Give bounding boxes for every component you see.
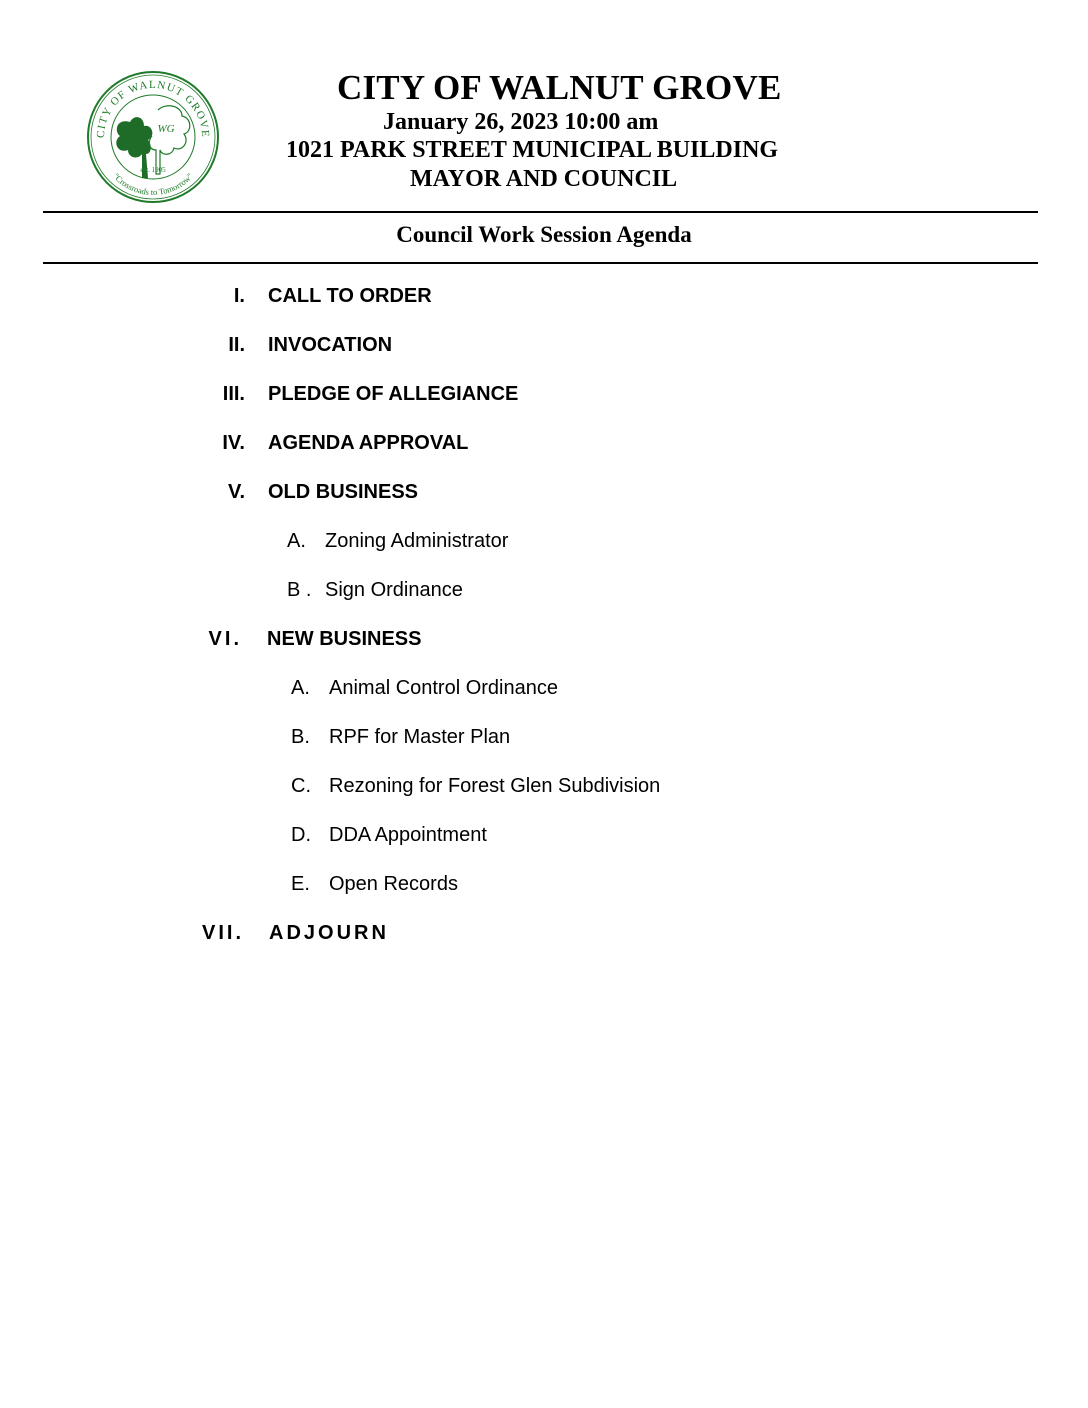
agenda-subitem-label: Open Records — [329, 873, 458, 895]
agenda-subitem-letter: A. — [287, 530, 306, 552]
agenda-subitem-letter: B . — [287, 579, 312, 601]
agenda-item-number: V. — [227, 481, 245, 503]
agenda-subitem-label: Rezoning for Forest Glen Subdivision — [329, 775, 661, 797]
city-title: CITY OF WALNUT GROVE — [337, 68, 782, 107]
agenda-title: Council Work Session Agenda — [396, 222, 692, 247]
agenda-item-number: I. — [233, 285, 245, 307]
agenda-subitem-label: Sign Ordinance — [325, 579, 463, 601]
agenda-item-number: II. — [228, 334, 245, 356]
city-seal-logo — [86, 70, 220, 204]
agenda-subitem-letter: B. — [291, 726, 310, 748]
agenda-item-number: III. — [222, 383, 245, 405]
divider-bottom — [43, 262, 1038, 264]
agenda-item-label: ADJOURN — [269, 922, 389, 944]
agenda-item-label: NEW BUSINESS — [267, 628, 422, 650]
agenda-subitem-letter: E. — [291, 873, 310, 895]
agenda-item-number: VI. — [208, 628, 242, 650]
seal-ring-text-bottom: "Crossroads to Tomorrow" — [111, 171, 195, 198]
agenda-subitem-label: Zoning Administrator — [325, 530, 509, 552]
seal-monogram: WG — [157, 123, 175, 135]
meeting-date-time: January 26, 2023 10:00 am — [383, 109, 659, 135]
divider-top — [43, 211, 1038, 213]
agenda-subitem-letter: C. — [291, 775, 311, 797]
agenda-subitem-label: RPF for Master Plan — [329, 726, 511, 748]
agenda-item-number: VII. — [201, 922, 244, 944]
agenda-subitem-letter: D. — [291, 824, 311, 846]
agenda-item-label: INVOCATION — [268, 334, 393, 356]
agenda-item-label: PLEDGE OF ALLEGIANCE — [268, 383, 519, 405]
seal-ring-text-top: CITY OF WALNUT GROVE — [94, 78, 212, 139]
agenda-item-number: IV. — [222, 432, 245, 454]
governing-body: MAYOR AND COUNCIL — [410, 166, 678, 192]
agenda-item-label: AGENDA APPROVAL — [268, 432, 469, 454]
agenda-subitem-label: Animal Control Ordinance — [329, 677, 558, 699]
agenda-subitem-letter: A. — [291, 677, 310, 699]
seal-established: est. 1905 — [140, 166, 166, 174]
meeting-address: 1021 PARK STREET MUNICIPAL BUILDING — [286, 137, 779, 163]
agenda-item-label: OLD BUSINESS — [268, 481, 419, 503]
agenda-item-label: CALL TO ORDER — [268, 285, 432, 307]
agenda-subitem-label: DDA Appointment — [329, 824, 487, 846]
